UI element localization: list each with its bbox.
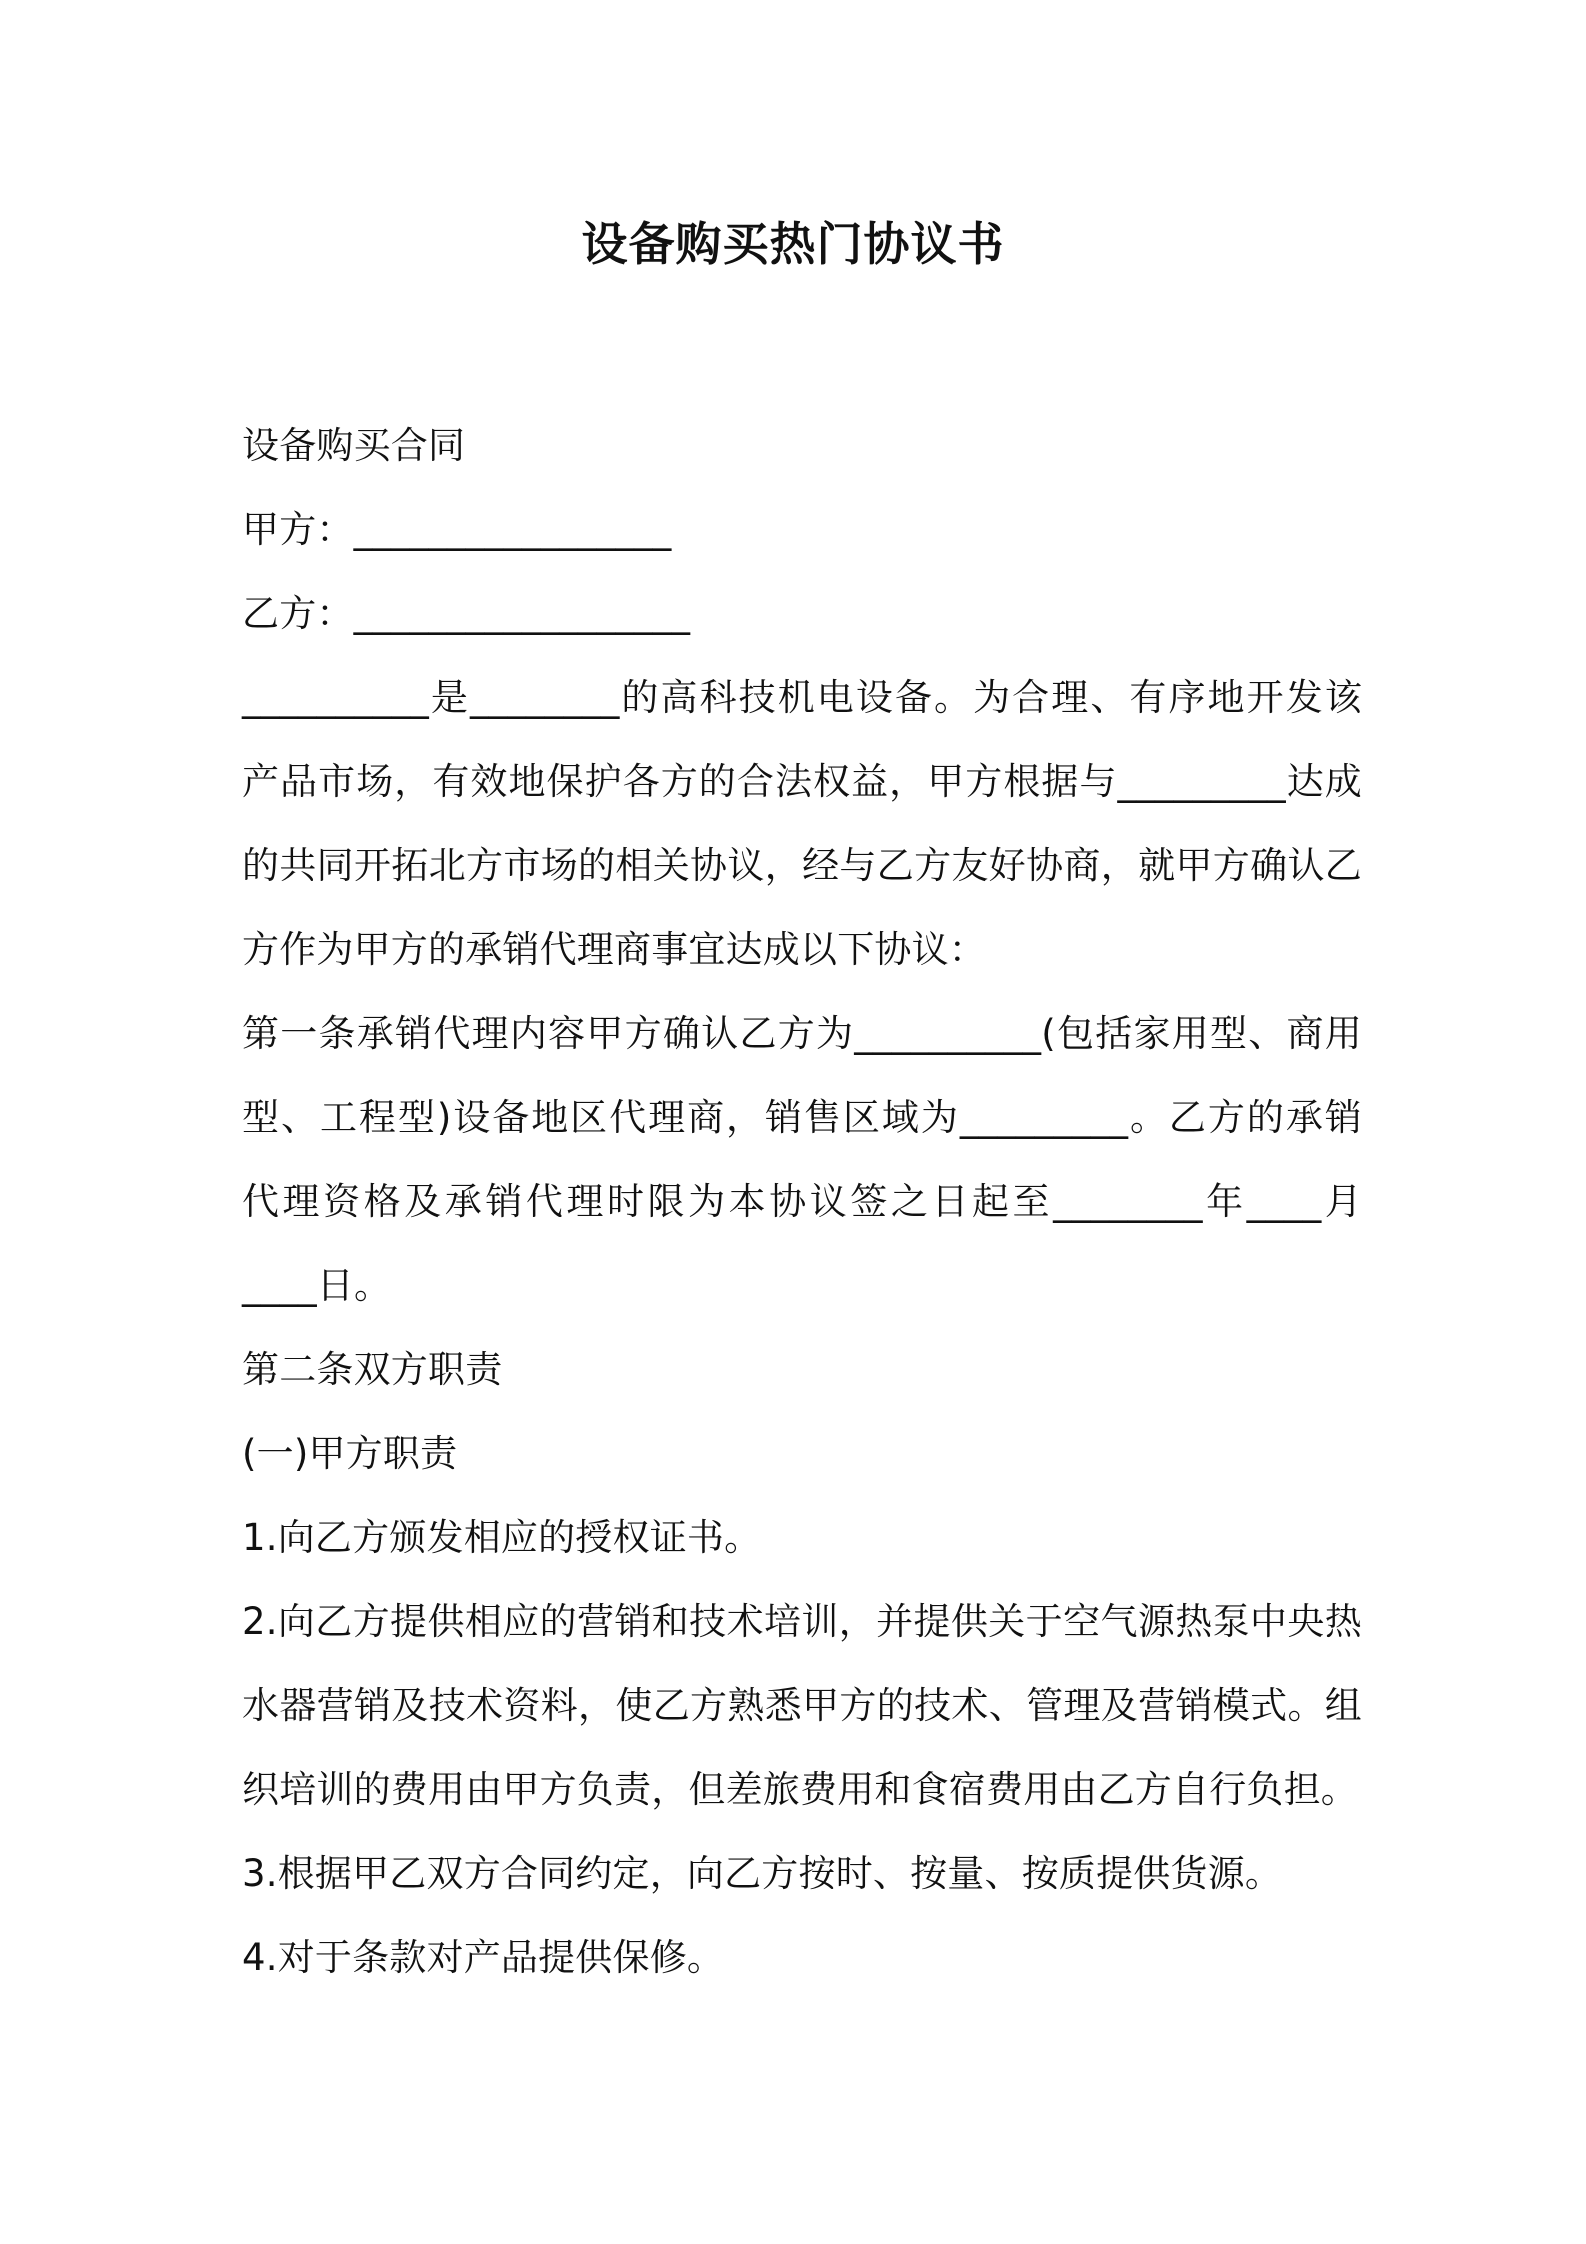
article-two-heading: 第二条双方职责 xyxy=(242,1348,503,1391)
article-one-line: 代理资格及承销代理时限为本协议签之日起至________年____月 xyxy=(242,1180,1362,1223)
paragraph-line: 产品市场，有效地保护各方的合法权益，甲方根据与_________达成 xyxy=(242,760,1362,803)
document-title: 设备购买热门协议书 xyxy=(581,217,1005,271)
paragraph-line: 方作为甲方的承销代理商事宜达成以下协议： xyxy=(242,928,986,971)
paragraph-line: __________是________的高科技机电设备。为合理、有序地开发该 xyxy=(242,676,1362,719)
party-b-line: 乙方：__________________ xyxy=(242,592,691,635)
party-a-line: 甲方：_________________ xyxy=(242,508,672,551)
list-item: 3.根据甲乙双方合同约定，向乙方按时、按量、按质提供货源。 xyxy=(242,1852,1283,1895)
paragraph-line: 的共同开拓北方市场的相关协议，经与乙方友好协商，就甲方确认乙 xyxy=(242,844,1362,887)
document-body xyxy=(242,404,1362,2000)
list-item: 1.向乙方颁发相应的授权证书。 xyxy=(242,1516,762,1559)
article-one-line: ____日。 xyxy=(242,1264,392,1307)
contract-heading: 设备购买合同 xyxy=(242,424,466,467)
section-heading: (一)甲方职责 xyxy=(242,1432,458,1475)
list-item: 4.对于条款对产品提供保修。 xyxy=(242,1936,725,1979)
article-one-line: 型、工程型)设备地区代理商，销售区域为_________。乙方的承销 xyxy=(242,1096,1362,1139)
list-item: 水器营销及技术资料，使乙方熟悉甲方的技术、管理及营销模式。组 xyxy=(242,1684,1362,1727)
article-one-line: 第一条承销代理内容甲方确认乙方为__________(包括家用型、商用 xyxy=(242,1012,1362,1055)
list-item: 织培训的费用由甲方负责，但差旅费用和食宿费用由乙方自行负担。 xyxy=(242,1768,1358,1811)
list-item: 2.向乙方提供相应的营销和技术培训，并提供关于空气源热泵中央热 xyxy=(242,1600,1362,1643)
